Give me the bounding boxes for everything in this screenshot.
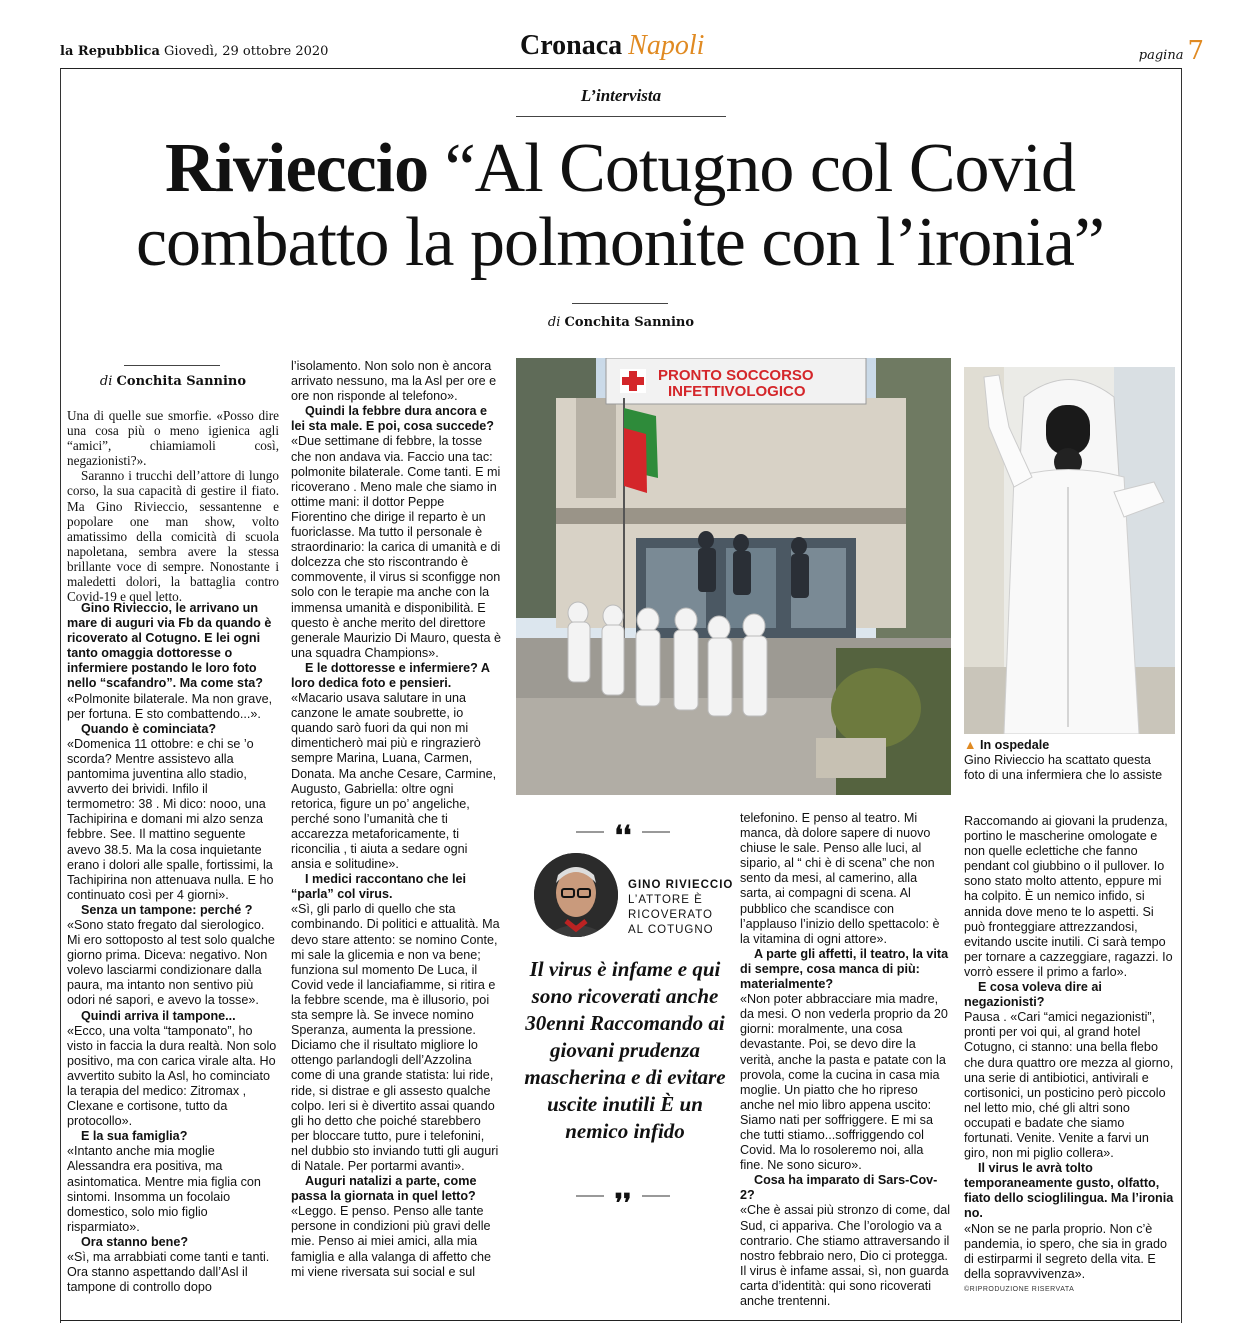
section-city: Napoli [628,30,705,61]
answer: «Intanto anche mia moglie Alessandra era positiva, ma asintomatica. Mentre mia figlia con sintomi. Insomma un focolaio domestico, solo mio figlio risparmiato». [67,1144,261,1234]
question: I medici raccontano che lei “parla” col virus. [291,872,466,902]
page-number: 7 [1187,36,1204,66]
hospital-photo-illustration [516,358,951,795]
question: A parte gli affetti, il teatro, la vita di sempre, cosa manca di più: materialmente? [740,946,949,992]
triangle-icon: ▲ [964,738,977,752]
answer: «Che è assai più stronzo di come, dal Sud, ci appariva. Che l’orologio va a contrario. Che stiamo attraversando il nostro febbraio nero, Dio ci protegga. Il virus è infame assai, sì, non guarda carta d’identità: qui sono ricoverati anche trentenni. [740,1203,951,1308]
headline [60,132,1180,280]
pullquote-attribution [628,878,733,938]
answer-continued: Raccomando ai giovani la prudenza, portino le mascherine omologate e non quelle eclettiche che fanno pendant col giubbino o il pullover. Io sono stato molto attento, eppure mi ha colpito. È un nemico infido, si annida dove meno te lo aspetti. Si può fronteggiare attrezzandosi, evitando uscite inutili. Ci sarà tempo per tornare a cazzeggiare, ragazzi. Io vorrò essere il primo a farlo». [964,814,1173,979]
column-byline-rule [124,365,220,366]
portrait-illustration [534,853,618,937]
copyright-notice: ©RIPRODUZIONE RISERVATA [964,1286,1075,1293]
quote-open-icon [576,818,670,846]
section-name: Cronaca [520,30,623,61]
issue-date: Giovedì, 29 ottobre 2020 [164,44,329,59]
answer: «Sono stato fregato dal sierologico. Mi ero sottoposto al test solo qualche giorno prima. Diceva: negativo. Non volevo lasciarmi condizionare dalla paura, ma intanto non sentivo più odori né sapori, e avevo la tosse». [67,917,275,1008]
quote-close-icon [576,1182,670,1210]
answer: «Polmonite bilaterale. Ma non grave, per fortuna. E sto combattendo...». [67,691,273,721]
column-byline [67,374,279,389]
section-title [520,30,704,62]
photo-caption [964,738,1174,783]
question: E la sua famiglia? [81,1129,188,1144]
question: Cosa ha imparato di Sars-Cov-2? [740,1173,938,1203]
pullquote-name: GINO RIVIECCIO [628,879,734,891]
answer: «Non se ne parla proprio. Non c’è pandemia, io spero, che sia in grado di estirparmi il segreto della vita. E della sopravvivenza». [964,1221,1168,1281]
quote-open-glyph: ❛❛ [614,821,632,846]
question: Quindi la febbre dura ancora e lei sta male. E poi, cosa succede? [291,404,494,434]
nurse-protective-suit-photo [964,367,1175,734]
pullquote-role-3: AL COTUGNO [628,924,714,936]
page-label [1139,36,1204,66]
pullquote-role-1: L’ATTORE È [628,894,703,906]
nurse-photo-illustration [964,367,1175,734]
paper-name: la Repubblica [60,44,160,59]
question: Auguri natalizi a parte, come passa la giornata in quel letto? [291,1174,477,1204]
quote-close-glyph: ❜❜ [614,1189,632,1210]
column-4 [964,814,1176,1282]
question: Quando è cominciata? [81,721,217,736]
pullquote-role-2: RICOVERATO [628,909,713,921]
column-byline-author: Conchita Sannino [116,374,247,389]
masthead-left [60,44,328,59]
page-word: pagina [1138,48,1184,63]
answer: «Sì, gli parlo di quello che sta combinando. Di politici e attualità. Ma devo stare attento: se nomino Conte, mi sale la glicemia e non va bene; funziona sul momento De Luca, il Covid vede il lanciafiamme, si ritira e la febbre scende, ma è illusorio, poi sta sempre là. Se invece nomino Speranza, aumenta la pressione. Diciamo che il risultato migliore lo ottengo parlandogli dell’Azzolina come di una grande statista: lui ride, ride, si distrae e gli assesto qualche colpo. Ieri si è divertito assai quando gli ho detto che poiché starebbero per bloccare tutto, pure i telefonini, nel dubbio sto inviando tutti gli auguri di Natale. Per portarmi avanti». [291,902,500,1173]
byline-di: di [547,315,561,330]
byline-author: Conchita Sannino [564,315,695,330]
intro-paragraph-1: Una di quelle sue smorfie. «Posso dire una cosa più o meno igienica agli “amici”, chiamiamoli così, negazionisti?». [67,408,279,469]
sign-line-1: PRONTO SOCCORSO [658,367,814,384]
answer: «Leggo. E penso. Penso alle tante persone in condizioni più gravi delle mie. Penso ai miei amici, alla mia famiglia e alla valanga di affetto che mi viene riversata sui social e sul [291,1204,491,1279]
intro-paragraph-2: Saranno i trucchi dell’attore di lungo corso, la sua capacità di gestire il fiato. Ma Gino Rivieccio, sessantenne e popolare one man show, volto amatissimo della comicità di scuola napoletana, sembra avere la stessa brillante voce di sempre. Nonostante i maledetti dolori, la battaglia contro Covid-19 e quel letto. [67,468,279,605]
question: Gino Rivieccio, le arrivano un mare di auguri via Fb da quando è ricoverato al Cotugno. E lei ogni tanto omaggia dottoresse o infermiere postando le loro foto nello “scafandro”. Ma come sta? [67,601,272,691]
question: Quindi arriva il tampone... [81,1008,236,1023]
column-1-interview [67,601,279,1295]
caption-text: Gino Rivieccio ha scattato questa foto di una infermiera che lo assiste [964,753,1163,782]
headline-name: Rivieccio [165,130,429,207]
byline-rule [572,303,668,304]
answer: «Due settimane di febbre, la tosse che non andava via. Faccio una tac: polmonite bilaterale. Come tanti. E mi ricoverano . Meno male che siamo in ottime mani: il dottor Peppe Fiorentino che dirige il reparto è un fuoriclasse. Ma tutto il personale è straordinario: la carica di umanità e di dolcezza che sto riscontrando è commovente, il virus si sconfigge non solo con le terapie ma anche con la immensa umanità e disponibilità. E questo è anche merito del direttore generale Maurizio Di Mauro, questa è una squadra Champions». [291,434,502,660]
answer: «Macario usava salutare in una canzone le amate soubrette, io quando sarò fuori da qui non mi dimenticherò mai più e ringrazierò sempre Marina, Luana, Carmen, Donata. Ma anche Cesare, Carmine, Augusto, Gabriella: oltre ogni retorica, figure un po’ angeliche, perché sono l’umanità che ti accarezza metaforicamente, ti riconcilia , ti aiuta a sedare ogni ansia e solitudine». [291,691,497,872]
hospital-entrance-photo [516,358,951,795]
column-2 [291,359,501,1280]
avatar [534,853,618,937]
byline [0,315,1242,330]
kicker: L’intervista [580,86,662,105]
answer: «Domenica 11 ottobre: e chi se ’o scorda? Mentre assistevo alla pantomima juventina allo stadio, avverto dei brividi. Infilo il termometro: 38 . Mi dico: nooo, una Tachipirina e domani mi alzo senza febbre. See. Il mattino seguente avevo 38.5. Ma la cosa inquietante erano i dolori alle spalle, fortissimi, la Tachipirina non attenuava nulla. E ho continuato così per 4 giorni». [67,736,274,902]
answer: «Ecco, una volta “tamponato”, ho visto in faccia la dura realtà. Non solo positivo, ma con carica virale alta. Ho avvertito subito la Asl, ho cominciato la terapia del medico: Zitromax , Clexane e cortisone, tutto da protocollo». [67,1023,277,1129]
headline-line2: combatto la polmonite con l’ironia” [135,204,1105,281]
pullquote-close [576,1182,670,1214]
column-3 [740,811,950,1309]
answer: Pausa . «Cari “amici negazionisti”, pronti per voi qui, al grand hotel Cotugno, ci stanno: una bella flebo che dura quattro ore mezza al giorno, una serie di antibiotici, antivirali e cortisonici, un posticino però piccolo nel letto mio, ché gli altri sono occupati e badate che siamo fortunati. Venite. Venite a farvi un giro, non mi piglio collera». [964,1010,1174,1161]
caption-title: In ospedale [979,738,1050,752]
headline-line1: “Al Cotugno col Covid [444,130,1075,207]
answer: «Non poter abbracciare mia madre, da mesi. O non vederla proprio da 20 giorni: moralmente, una cosa devastante. Poi, se devo dire la verità, anche la pasta e patate con la provola, come la cucina in casa mia moglie. Un piatto che ho ripreso anche nel mio libro appena uscito: Siamo nati per soffriggere. E mi sa che tutti stiamo...soffriggendo col Covid. Ma lo rosoleremo noi, alla fine. Ne sono sicuro». [740,992,948,1173]
question: Senza un tampone: perché ? [81,902,253,917]
column-1-intro [67,408,279,604]
sign-line-2: INFETTIVOLOGICO [668,383,806,400]
kicker-rule [516,116,726,117]
column-byline-di: di [99,374,113,389]
answer: «Sì, ma arrabbiati come tanti e tanti. Ora stanno aspettando dall’Asl il tampone di controllo dopo [67,1250,270,1295]
answer-continued: l’isolamento. Non solo non è ancora arrivato nessuno, ma la Asl per ore e ore non risponde al telefono». [291,359,497,404]
question: Il virus le avrà tolto temporaneamente gusto, olfatto, fiato dello scioglilingua. Ma l’ironia no. [964,1161,1174,1221]
question: E cosa voleva dire ai negazionisti? [964,980,1102,1010]
answer-continued: telefonino. E penso al teatro. Mi manca, dà dolore sapere di nuovo chiuse le sale. Penso alle luci, al sipario, al “ chi è di scena” che non sento da mesi, al camerino, alla sarta, ai compagni di scena. Al pubblico che scandisce con l’applauso l’inizio dello spettacolo: è la vitamina di ogni attore». [740,811,940,946]
pullquote-open [576,818,670,850]
pullquote-text: Il virus è infame e qui sono ricoverati anche 30enni Raccomando ai giovani prudenza mascherina e di evitare uscite inutili È un nemico infido [524,957,726,1143]
question: E le dottoresse e infermiere? A loro dedica foto e pensieri. [291,660,490,690]
question: Ora stanno bene? [81,1234,189,1249]
bottom-rule [60,1320,1180,1321]
